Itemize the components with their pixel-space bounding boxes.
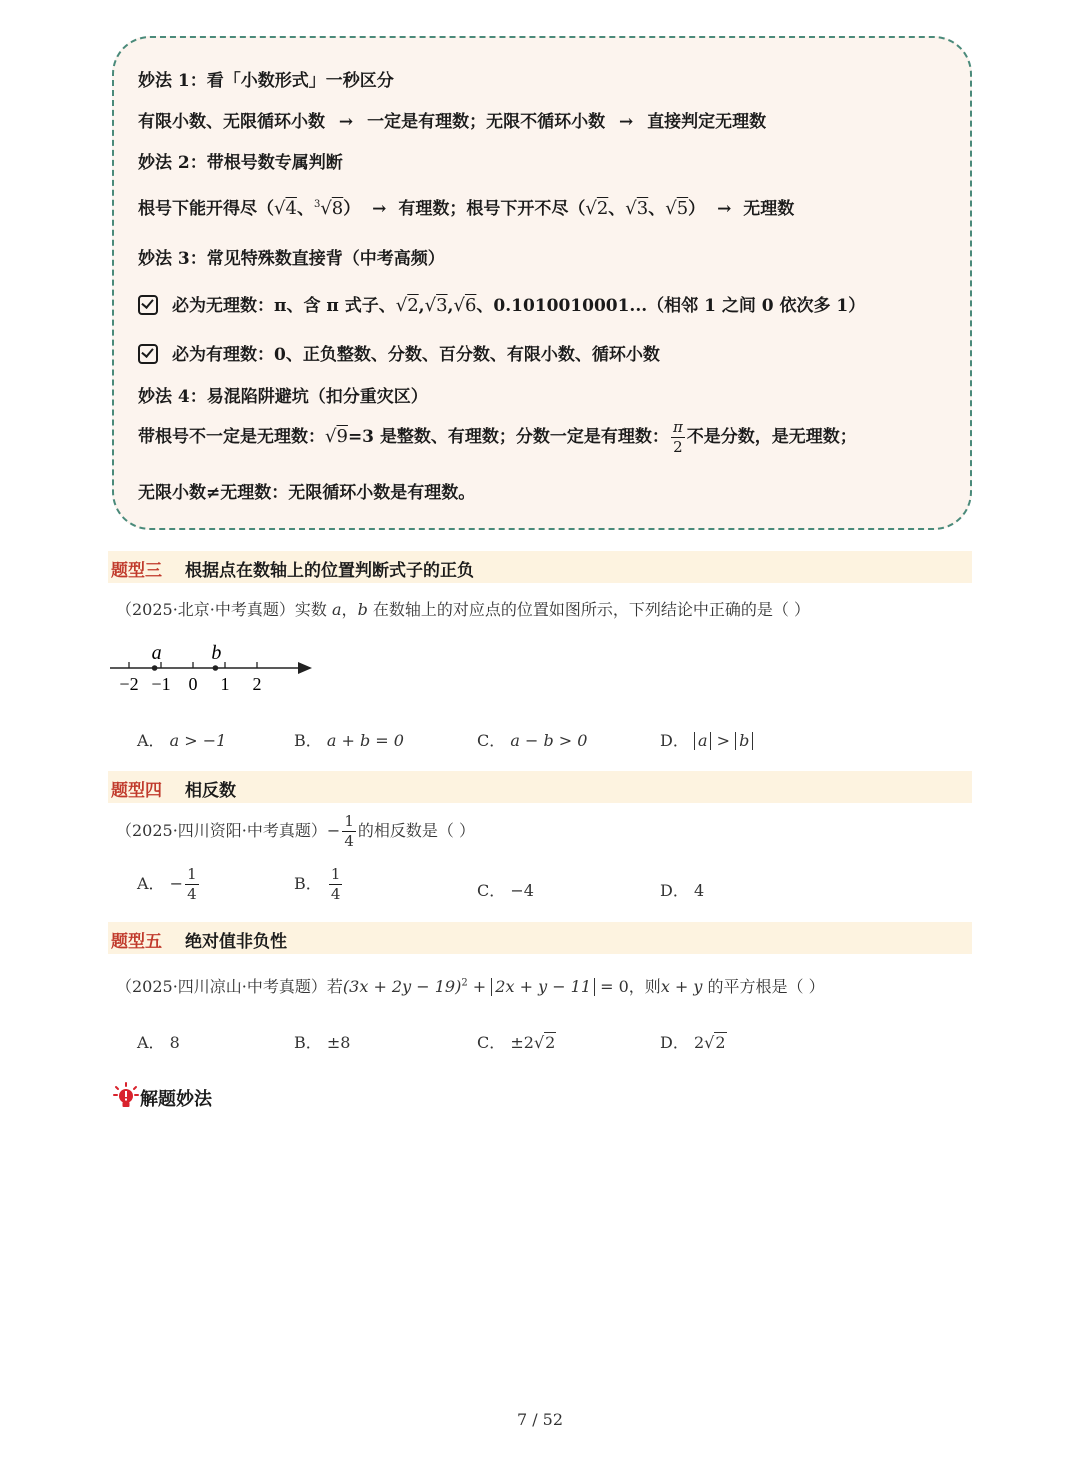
arrow-icon: → bbox=[717, 199, 732, 219]
section-5-header bbox=[108, 922, 972, 954]
option-c[interactable]: C． a − b > 0 bbox=[477, 731, 588, 750]
sqrt-5: √5 bbox=[665, 198, 689, 219]
sqrt-4: √4 bbox=[274, 198, 297, 219]
section-4-header bbox=[108, 771, 972, 803]
option-a[interactable]: A． 8 bbox=[137, 1033, 180, 1052]
label-b: b bbox=[211, 642, 222, 664]
question-4: （2025·四川资阳·中考真题）− $\frac{1}{4}$ 的相反数是（ ） bbox=[116, 812, 475, 850]
cbrt-8: $^3$√8 bbox=[313, 198, 344, 219]
option-c[interactable]: C． −4 bbox=[477, 881, 534, 900]
option-c[interactable]: C． ±2√2 bbox=[477, 1033, 556, 1052]
sqrt-2: √2 bbox=[585, 198, 609, 219]
checkbox-checked-icon bbox=[138, 295, 158, 315]
method-3-rational-line: 必为有理数：0、正负整数、分数、百分数、有限小数、循环小数 bbox=[138, 340, 660, 365]
section-3-header bbox=[108, 551, 972, 583]
question-5: （2025·四川凉山·中考真题）若$(3x + 2y - 19)^2 + 2x + y - 11 = 0$，则x + y 的平方根是（ ） bbox=[116, 977, 825, 996]
tick-label: 1 bbox=[220, 674, 230, 694]
arrow-icon: → bbox=[338, 112, 354, 132]
method-2-title: 妙法 2：带根号数专属判断 bbox=[138, 153, 343, 173]
arrow-icon: → bbox=[619, 112, 634, 132]
point-a bbox=[152, 665, 158, 671]
method-4-line: 带根号不一定是无理数：√9=3 是整数、有理数；分数一定是有理数： $\frac{\pi}{2}$ 不是分数，是无理数； bbox=[138, 418, 857, 456]
question-3: （2025·北京·中考真题）实数 a，b 在数轴上的对应点的位置如图所示，下列结论中正确的是（ ） bbox=[116, 600, 810, 619]
pi-over-2: $\frac{\pi}{2}$ bbox=[672, 418, 683, 456]
method-1-line: 有限小数、无限循环小数 → 一定是有理数；无限不循环小数 → 直接判定无理数 bbox=[138, 112, 767, 132]
number-line bbox=[108, 640, 328, 700]
option-b[interactable]: B． ±8 bbox=[294, 1033, 351, 1052]
option-b[interactable]: B． $\frac{1}{4}$ bbox=[294, 865, 341, 903]
sqrt-3: √3 bbox=[625, 198, 649, 219]
tick-label: 2 bbox=[252, 674, 262, 694]
point-b bbox=[213, 665, 219, 671]
section-title: 相反数 bbox=[185, 781, 236, 801]
method-1-title: 妙法 1：看「小数形式」一秒区分 bbox=[138, 71, 394, 91]
method-4-title: 妙法 4：易混陷阱避坑（扣分重灾区） bbox=[138, 387, 428, 407]
tick-label: 0 bbox=[188, 674, 198, 694]
method-2-line: 根号下能开得尽（√4、$^3$√8） → 有理数；根号下开不尽（√2、√3、√5） → 无理数 bbox=[138, 198, 795, 219]
arrow-icon: → bbox=[372, 199, 387, 219]
page-number: 7 / 52 bbox=[516, 1410, 564, 1429]
tick-label: −1 bbox=[151, 674, 171, 694]
option-a[interactable]: A． − $\frac{1}{4}$ bbox=[137, 865, 197, 903]
section-tag: 题型四 bbox=[111, 781, 162, 801]
sqrt-9: √9 bbox=[325, 426, 348, 447]
method-4-line-2: 无限小数≠无理数：无限循环小数是有理数。 bbox=[138, 483, 476, 503]
lightbulb-icon bbox=[113, 1082, 139, 1110]
option-d[interactable]: D． 2√2 bbox=[660, 1033, 726, 1052]
option-a[interactable]: A． a > −1 bbox=[137, 731, 227, 750]
section-title: 绝对值非负性 bbox=[185, 932, 287, 952]
option-d[interactable]: D． 4 bbox=[660, 881, 705, 900]
label-a: a bbox=[151, 642, 162, 664]
section-title: 根据点在数轴上的位置判断式子的正负 bbox=[185, 561, 474, 581]
section-tag: 题型五 bbox=[111, 932, 162, 952]
method-3-irrational-line: 必为无理数：π、含 π 式子、√2,√3,√6、0.1010010001...（相邻 1 之间 0 依次多 1） bbox=[138, 291, 865, 316]
solve-tips-label: 解题妙法 bbox=[140, 1089, 212, 1110]
option-d[interactable]: D． a > b bbox=[660, 728, 753, 751]
tick-label: −2 bbox=[119, 674, 139, 694]
section-tag: 题型三 bbox=[111, 561, 162, 581]
option-b[interactable]: B． a + b = 0 bbox=[294, 731, 404, 750]
checkbox-checked-icon bbox=[138, 344, 158, 364]
method-3-title: 妙法 3：常见特殊数直接背（中考高频） bbox=[138, 249, 445, 269]
